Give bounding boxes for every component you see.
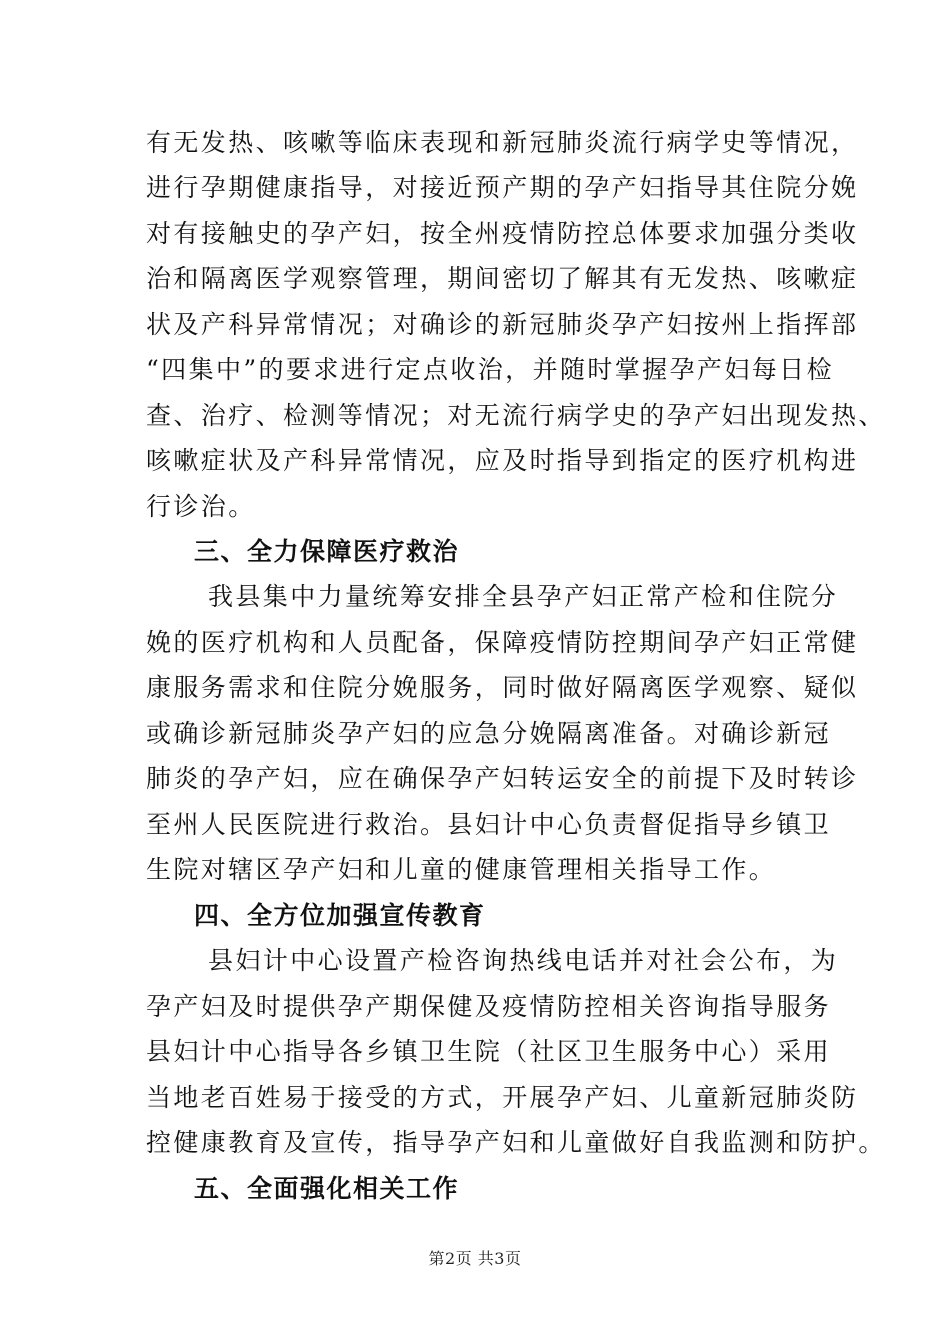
body-line: 娩的医疗机构和人员配备，保障疫情防控期间孕产妇正常健: [146, 628, 859, 657]
page-number: 第2页 共3页: [428, 1249, 522, 1268]
body-line: 县妇计中心指导各乡镇卫生院（社区卫生服务中心）采用: [146, 1037, 832, 1066]
body-line: 进行孕期健康指导，对接近预产期的孕产妇指导其住院分娩: [146, 173, 859, 202]
body-line: 至州人民医院进行救治。县妇计中心负责督促指导乡镇卫: [146, 810, 832, 839]
section-heading-3: 三、全力保障医疗救治: [194, 537, 460, 566]
body-line: 治和隔离医学观察管理，期间密切了解其有无发热、咳嗽症: [146, 264, 859, 293]
body-line: 行诊治。: [146, 492, 256, 521]
body-line: 康服务需求和住院分娩服务，同时做好隔离医学观察、疑似: [146, 673, 859, 702]
body-line: 孕产妇及时提供孕产期保健及疫情防控相关咨询指导服务: [146, 992, 832, 1021]
body-line: 我县集中力量统筹安排全县孕产妇正常产检和住院分: [208, 582, 839, 611]
body-line: 咳嗽症状及产科异常情况，应及时指导到指定的医疗机构进: [146, 446, 859, 475]
body-line: 生院对辖区孕产妇和儿童的健康管理相关指导工作。: [146, 855, 777, 884]
body-line: “四集中”的要求进行定点收治，并随时掌握孕产妇每日检: [146, 355, 834, 384]
body-line: 状及产科异常情况；对确诊的新冠肺炎孕产妇按州上指挥部: [146, 310, 859, 339]
body-line: 当地老百姓易于接受的方式，开展孕产妇、儿童新冠肺炎防: [146, 1083, 859, 1112]
body-line: 对有接触史的孕产妇，按全州疫情防控总体要求加强分类收: [146, 219, 859, 248]
section-heading-4: 四、全方位加强宣传教育: [194, 901, 486, 930]
body-line: 控健康教育及宣传，指导孕产妇和儿童做好自我监测和防护。: [146, 1128, 886, 1157]
body-line: 或确诊新冠肺炎孕产妇的应急分娩隔离准备。对确诊新冠: [146, 719, 832, 748]
body-line: 县妇计中心设置产检咨询热线电话并对社会公布，为: [208, 946, 839, 975]
body-line: 查、治疗、检测等情况；对无流行病学史的孕产妇出现发热、: [146, 401, 886, 430]
body-line: 肺炎的孕产妇，应在确保孕产妇转运安全的前提下及时转诊: [146, 764, 859, 793]
body-line: 有无发热、咳嗽等临床表现和新冠肺炎流行病学史等情况，: [146, 128, 859, 157]
section-heading-5: 五、全面强化相关工作: [194, 1174, 460, 1203]
